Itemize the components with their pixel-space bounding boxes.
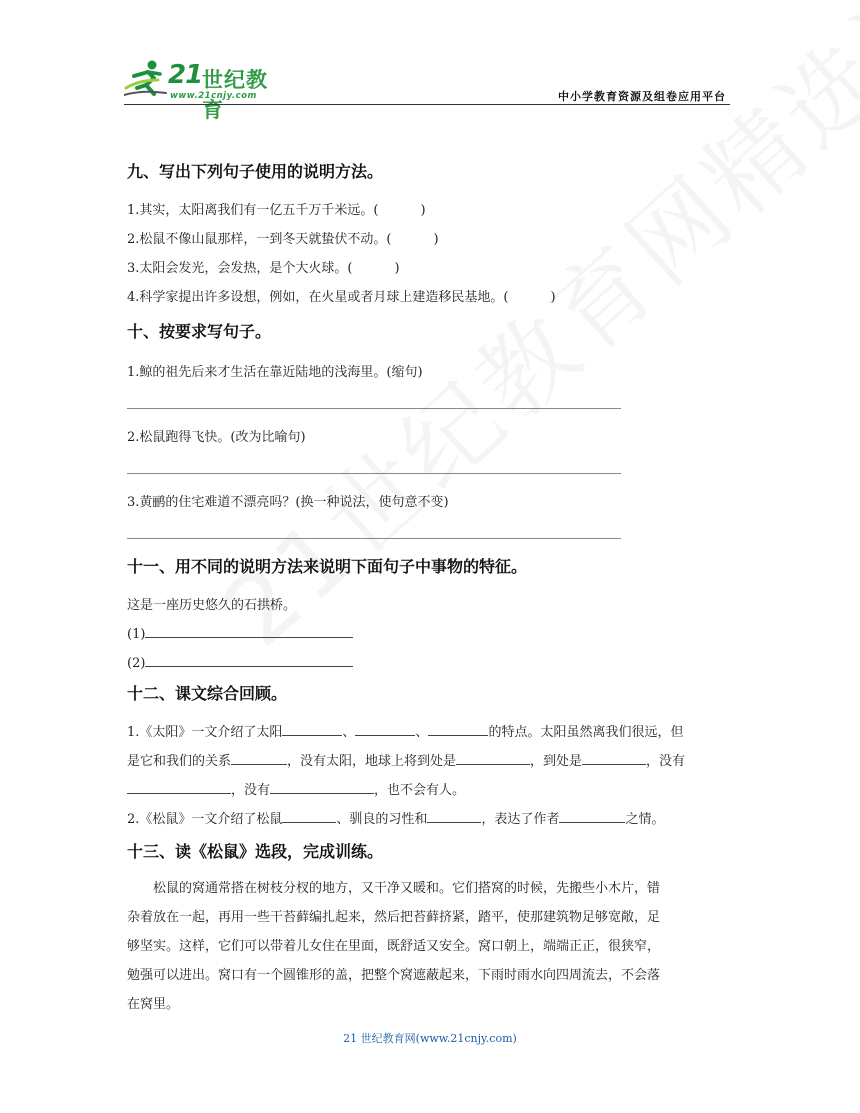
runner-icon (124, 58, 168, 100)
blank-squirrel-3[interactable] (559, 808, 625, 823)
blank-sun-2[interactable] (355, 721, 415, 736)
section-12-title: 十二、课文综合回顾。 (127, 684, 288, 703)
section-12 (127, 680, 735, 834)
passage-line-2: 杂着放在一起，再用一些干苔藓编扎起来，然后把苔藓挤紧，踏平，使那建筑物足够宽敞，足 (127, 910, 661, 925)
logo-number: 21 (168, 60, 203, 90)
section-9-title: 九、写出下列句子使用的说明方法。 (127, 162, 384, 181)
passage-line-4: 勉强可以进出。窝口有一个圆锥形的盖，把整个窝遮蔽起来，下雨时雨水向四周流去，不会落 (127, 968, 661, 983)
s11-answer-2: (2) (127, 649, 735, 678)
blank-without-2[interactable] (270, 779, 374, 794)
blank-squirrel-1[interactable] (282, 808, 336, 823)
s10-question-2: 2.松鼠跑得飞快。(改为比喻句) (127, 430, 306, 445)
blank-sun-1[interactable] (282, 721, 342, 736)
blank-squirrel-2[interactable] (427, 808, 481, 823)
blank-everywhere-1[interactable] (456, 750, 530, 765)
s11-sentence: 这是一座历史悠久的石拱桥。 (127, 598, 297, 613)
s11-answer-1: (1) (127, 620, 735, 649)
logo (124, 58, 284, 122)
blank-everywhere-2[interactable] (582, 750, 646, 765)
section-11 (127, 553, 735, 678)
answer-blank-2[interactable] (145, 652, 353, 667)
passage-line-5: 在窝里。 (127, 997, 180, 1012)
footer-link[interactable]: 21 世纪教育网(www.21cnjy.com) (343, 1032, 517, 1045)
platform-title: 中小学教育资源及组卷应用平台 (558, 90, 726, 103)
section-13 (127, 838, 735, 1019)
header-divider (124, 104, 730, 105)
passage-line-1: 松鼠的窝通常搭在树枝分杈的地方，又干净又暖和。它们搭窝的时候，先搬些小木片，错 (153, 881, 661, 896)
s10-question-1: 1.鲸的祖先后来才生活在靠近陆地的浅海里。(缩句) (127, 365, 423, 380)
s12-line-1: 1.《太阳》一文介绍了太阳 、 、 的特点。太阳虽然离我们很远，但 (127, 718, 735, 747)
s9-question-3: 3.太阳会发光，会发热，是个大火球。( ) (127, 261, 400, 276)
answer-line-3[interactable] (127, 537, 621, 539)
answer-line-1[interactable] (127, 407, 621, 409)
s9-question-4: 4.科学家提出许多设想，例如，在火星或者月球上建造移民基地。( ) (127, 290, 556, 305)
s12-line-4: 2.《松鼠》一文介绍了松鼠 、驯良的习性和 ，表达了作者 之情。 (127, 805, 735, 834)
section-11-title: 十一、用不同的说明方法来说明下面句子中事物的特征。 (127, 557, 528, 576)
passage-line-3: 够坚实。这样，它们可以带着儿女住在里面，既舒适又安全。窝口朝上，端端正正，很狭窄， (127, 939, 661, 954)
s12-line-2: 是它和我们的关系 ，没有太阳，地球上将到处是 ，到处是 ，没有 (127, 747, 735, 776)
page-header (124, 58, 730, 122)
s12-line-3: ，没有 ，也不会有人。 (127, 776, 735, 805)
section-13-title: 十三、读《松鼠》选段，完成训练。 (127, 842, 384, 861)
s10-question-3: 3.黄鹂的住宅难道不漂亮吗？(换一种说法，使句意不变) (127, 495, 449, 510)
s9-question-1: 1.其实，太阳离我们有一亿五千万千米远。( ) (127, 203, 426, 218)
blank-sun-3[interactable] (428, 721, 488, 736)
section-9 (127, 158, 735, 312)
answer-line-2[interactable] (127, 472, 621, 474)
section-10 (127, 318, 735, 539)
answer-blank-1[interactable] (145, 623, 353, 638)
section-10-title: 十、按要求写句子。 (127, 322, 272, 341)
blank-without-1[interactable] (127, 779, 231, 794)
worksheet-content (127, 158, 735, 1019)
s9-question-2: 2.松鼠不像山鼠那样，一到冬天就蛰伏不动。( ) (127, 232, 439, 247)
logo-name: 世纪教育 (202, 68, 268, 122)
blank-relation[interactable] (231, 750, 287, 765)
logo-url: www.21cnjy.com (170, 91, 257, 101)
